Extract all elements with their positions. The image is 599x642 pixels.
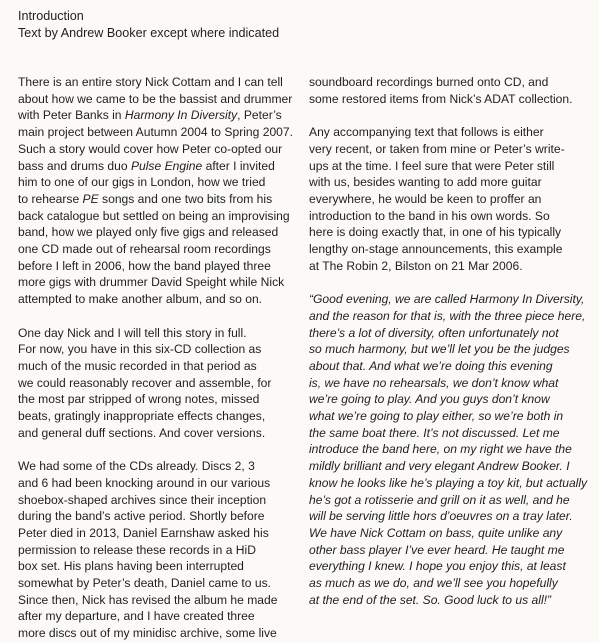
text-line: will be serving little hors d’oeuvres on a tray later. xyxy=(309,509,573,524)
text-line: Such a story would cover how Peter co-opted our xyxy=(18,141,283,156)
text-line: know he looks like he’s playing a toy kit, but actually xyxy=(309,475,588,490)
text-line: One day Nick and I will tell this story in full. xyxy=(18,325,247,340)
text-segment: songs and one two bits from his xyxy=(98,191,273,206)
text-line: We had some of the CDs already. Discs 2, 3 xyxy=(18,459,255,474)
text-line: back catalogue but settled on being an improvising xyxy=(18,208,290,223)
text-line: permission to release these records in a HiD xyxy=(18,542,256,557)
text-line: and general duff sections. And cover versions. xyxy=(18,425,266,440)
text-line: everywhere, he would be keen to proffer an xyxy=(309,191,542,206)
italic-title: Pulse Engine xyxy=(130,158,203,173)
paragraph xyxy=(309,124,579,274)
text-line: box set. His plans having been interrupted xyxy=(18,559,244,574)
left-column xyxy=(18,74,293,642)
text-line: as much as we do, and we’ll see you hopefully xyxy=(309,576,558,591)
quoted-announcement xyxy=(309,291,588,608)
text-line: Peter died in 2013, Daniel Earnshaw asked his xyxy=(18,525,269,540)
text-line: shoebox-shaped archives since their inception xyxy=(18,492,267,507)
text-line: “Good evening, we are called Harmony In Diversity, xyxy=(309,292,585,307)
text-line: attempted to make another album, and so on. xyxy=(18,292,263,307)
text-line: main project between Autumn 2004 to Spring 2007. xyxy=(18,125,293,140)
text-line: at the end of the set. So. Good luck to us all!” xyxy=(309,592,552,607)
paragraph xyxy=(18,458,288,642)
text-line: about how we came to be the bassist and drummer xyxy=(18,91,293,106)
text-line: more gigs with drummer David Speight while Nick xyxy=(18,275,285,290)
text-line: everything I knew. I hope you enjoy this, at least xyxy=(309,559,566,574)
text-line: before I left in 2006, how the band played three xyxy=(18,258,271,273)
text-line: beats, gratingly inappropriate effects changes, xyxy=(18,409,266,424)
text-line: other bass player I’ve ever heard. He taught me xyxy=(309,542,565,557)
italic-title: Harmony In Diversity xyxy=(124,108,238,123)
text-line: lengthy on-stage announcements, this example xyxy=(309,242,563,257)
text-segment: with Peter Banks in xyxy=(18,108,125,123)
text-line: We have Nick Cottam on bass, quite unlike any xyxy=(309,525,563,540)
text-line: more discs out of my minidisc archive, some live xyxy=(18,626,277,641)
paragraph xyxy=(18,74,293,308)
text-line: we’re going to play. And you guys don’t know xyxy=(309,392,550,407)
text-segment: after I invited xyxy=(202,158,275,173)
text-line: he’s got a rotisserie and grill on it as well, and he xyxy=(309,492,570,507)
text-line: so much harmony, but we’ll let you be the judges xyxy=(309,342,570,357)
text-line: mildly brilliant and very elegant Andrew Booker. I xyxy=(309,459,570,474)
text-line: there’s a lot of diversity, often unfortunately not xyxy=(309,325,559,340)
text-line: him to one of our gigs in London, how we tried xyxy=(18,175,266,190)
text-line: at The Robin 2, Bilston on 21 Mar 2006. xyxy=(309,258,523,273)
text-line xyxy=(18,191,288,208)
text-line: much of the music recorded in that period as xyxy=(18,358,257,373)
text-line xyxy=(18,107,288,124)
italic-title: PE xyxy=(82,191,99,206)
text-line: with us, besides wanting to add more guitar xyxy=(309,175,542,190)
text-line: soundboard recordings burned onto CD, and xyxy=(309,75,549,89)
paragraph xyxy=(18,325,288,442)
text-line: what we’re going to play either, so we’re both in xyxy=(309,409,564,424)
text-segment: , Peter’s xyxy=(237,108,282,123)
text-line: after my departure, and I have created three xyxy=(18,609,255,624)
page-title: Introduction xyxy=(18,9,84,23)
text-line: some restored items from Nick’s ADAT collection. xyxy=(309,91,573,106)
text-line: somewhat by Peter’s death, Daniel came to us. xyxy=(18,576,271,591)
text-line: introduction to the band in his own words. So xyxy=(309,208,550,223)
text-line: during the band’s active period. Shortly before xyxy=(18,509,265,524)
page-subtitle: Text by Andrew Booker except where indicated xyxy=(18,26,280,40)
text-line: For now, you have in this six-CD collection as xyxy=(18,342,262,357)
text-line: the most par stripped of wrong notes, missed xyxy=(18,392,260,407)
text-line: one CD made out of rehearsal room recordings xyxy=(18,242,271,257)
text-line: ups at the time. I feel sure that were Peter still xyxy=(309,158,555,173)
text-line: There is an entire story Nick Cottam and I can tell xyxy=(18,75,283,89)
text-line xyxy=(18,158,288,175)
text-line: and 6 had been knocking around in our various xyxy=(18,475,271,490)
right-column xyxy=(309,74,588,608)
text-line: introduce the band here, on my right we have the xyxy=(309,442,572,457)
text-segment: bass and drums duo xyxy=(18,158,131,173)
text-line: and the reason for that is, with the three piece here, xyxy=(309,308,586,323)
paragraph xyxy=(309,74,579,107)
text-segment: to rehearse xyxy=(18,191,83,206)
text-line: we could reasonably recover and assemble, for xyxy=(18,375,272,390)
text-line: band, how we played only five gigs and released xyxy=(18,225,279,240)
text-line: about that. And what we’re doing this evening xyxy=(309,358,553,373)
text-line: here is doing exactly that, in one of his typically xyxy=(309,225,562,240)
text-line: is, we have no rehearsals, we don’t know what xyxy=(309,375,559,390)
text-line: Any accompanying text that follows is either xyxy=(309,125,544,140)
page-heading xyxy=(18,8,308,42)
text-line: Since then, Nick has revised the album he made xyxy=(18,592,278,607)
text-line: very recent, or taken from mine or Peter’s write- xyxy=(309,141,565,156)
text-line: the same boat there. It’s not discussed. Let me xyxy=(309,425,560,440)
